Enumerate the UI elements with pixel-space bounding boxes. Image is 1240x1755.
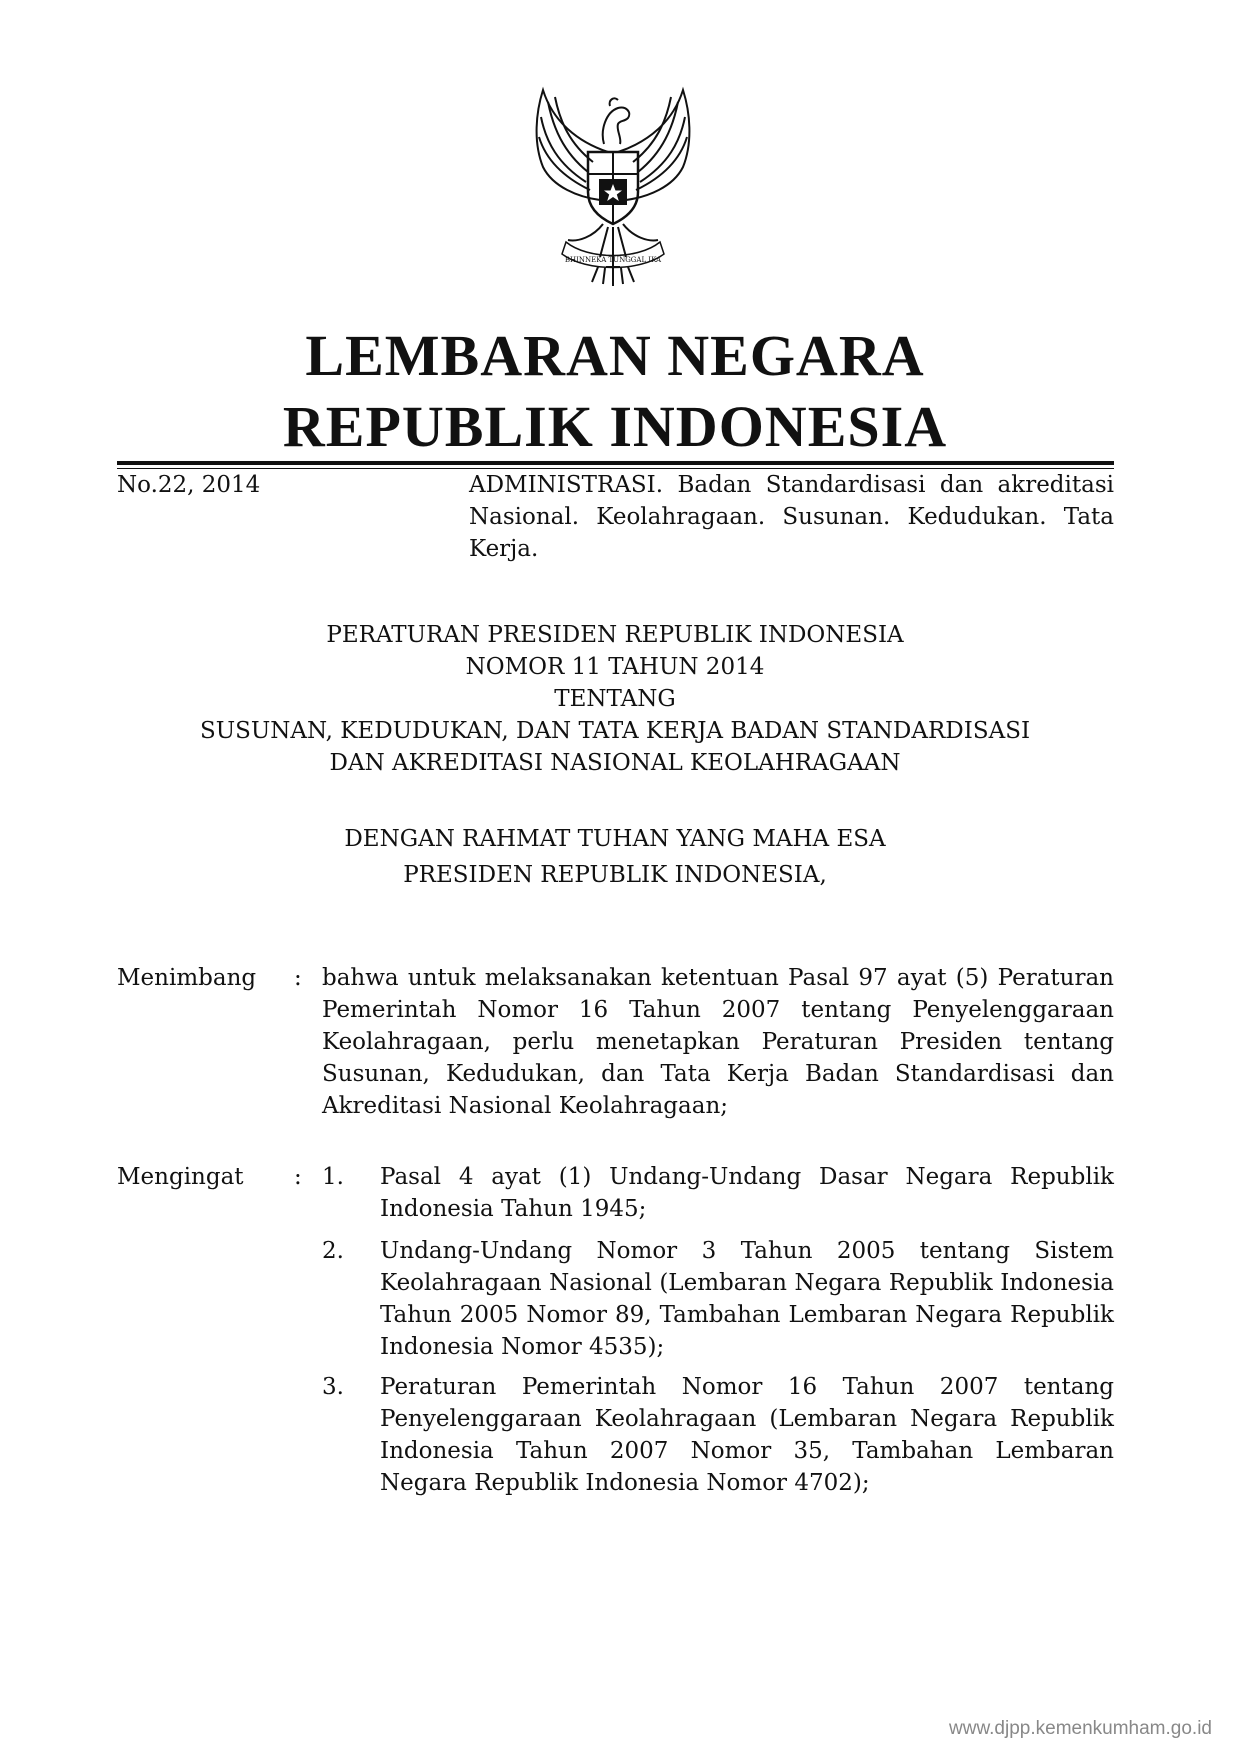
- considering-text: bahwa untuk melaksanakan ketentuan Pasal 97 ayat (5) Peraturan Pemerintah Nomor 16 Tahun 2007 tentang Penyelenggaraan Keolahragaan, perlu menetapkan Peraturan Presiden tentang Susunan, Kedudukan, dan Tata Kerja Badan Standardisasi dan Akreditasi Nasional Keolahragaan;: [322, 965, 1114, 1119]
- masthead-title-line2: REPUBLIK INDONESIA: [282, 394, 948, 459]
- remembering-item-number: 2.: [322, 1238, 344, 1264]
- regulation-title: PERATURAN PRESIDEN REPUBLIK INDONESIA: [326, 622, 904, 648]
- garuda-emblem-icon: [508, 82, 718, 292]
- regulation-heading: [115, 619, 1115, 779]
- remembering-item-text: Undang-Undang Nomor 3 Tahun 2005 tentang Sistem Keolahragaan Nasional (Lembaran Negara Republik Indonesia Tahun 2005 Nomor 89, Tambahan Lembaran Negara Republik Indonesia Nomor 4535);: [380, 1238, 1114, 1360]
- issue-subject: ADMINISTRASI. Badan Standardisasi dan akreditasi Nasional. Keolahragaan. Susunan. Kedudukan. Tata Kerja.: [469, 472, 1114, 562]
- remembering-item-text: Pasal 4 ayat (1) Undang-Undang Dasar Negara Republik Indonesia Tahun 1945;: [380, 1164, 1114, 1222]
- regulation-subject-line1: SUSUNAN, KEDUDUKAN, DAN TATA KERJA BADAN STANDARDISASI: [199, 718, 1031, 744]
- masthead-rule-thick: [117, 461, 1114, 465]
- regulation-subject-line2: DAN AKREDITASI NASIONAL KEOLAHRAGAAN: [329, 750, 901, 776]
- remembering-label: Mengingat: [117, 1164, 244, 1190]
- preamble-blessing: DENGAN RAHMAT TUHAN YANG MAHA ESA: [344, 826, 886, 852]
- preamble: [115, 823, 1115, 891]
- remembering-item-text: Peraturan Pemerintah Nomor 16 Tahun 2007 tentang Penyelenggaraan Keolahragaan (Lembaran Negara Republik Indonesia Tahun 2007 Nomor 35, Tambahan Lembaran Negara Republik Indonesia Nomor 4702);: [380, 1374, 1114, 1496]
- considering-label: Menimbang: [117, 965, 257, 991]
- remembering-item-number: 3.: [322, 1374, 344, 1400]
- considering-colon: :: [294, 965, 302, 991]
- remembering-item-number: 1.: [322, 1164, 344, 1190]
- remembering-colon: :: [294, 1164, 302, 1190]
- preamble-president: PRESIDEN REPUBLIK INDONESIA,: [403, 862, 827, 888]
- emblem-motto: BHINNEKA TUNGGAL IKA: [564, 256, 662, 264]
- regulation-about: TENTANG: [554, 686, 676, 712]
- regulation-number: NOMOR 11 TAHUN 2014: [465, 654, 765, 680]
- footer-url: www.djpp.kemenkumham.go.id: [949, 1718, 1212, 1739]
- masthead-title-line1: LEMBARAN NEGARA: [305, 323, 925, 388]
- issue-number: No.22, 2014: [117, 472, 261, 498]
